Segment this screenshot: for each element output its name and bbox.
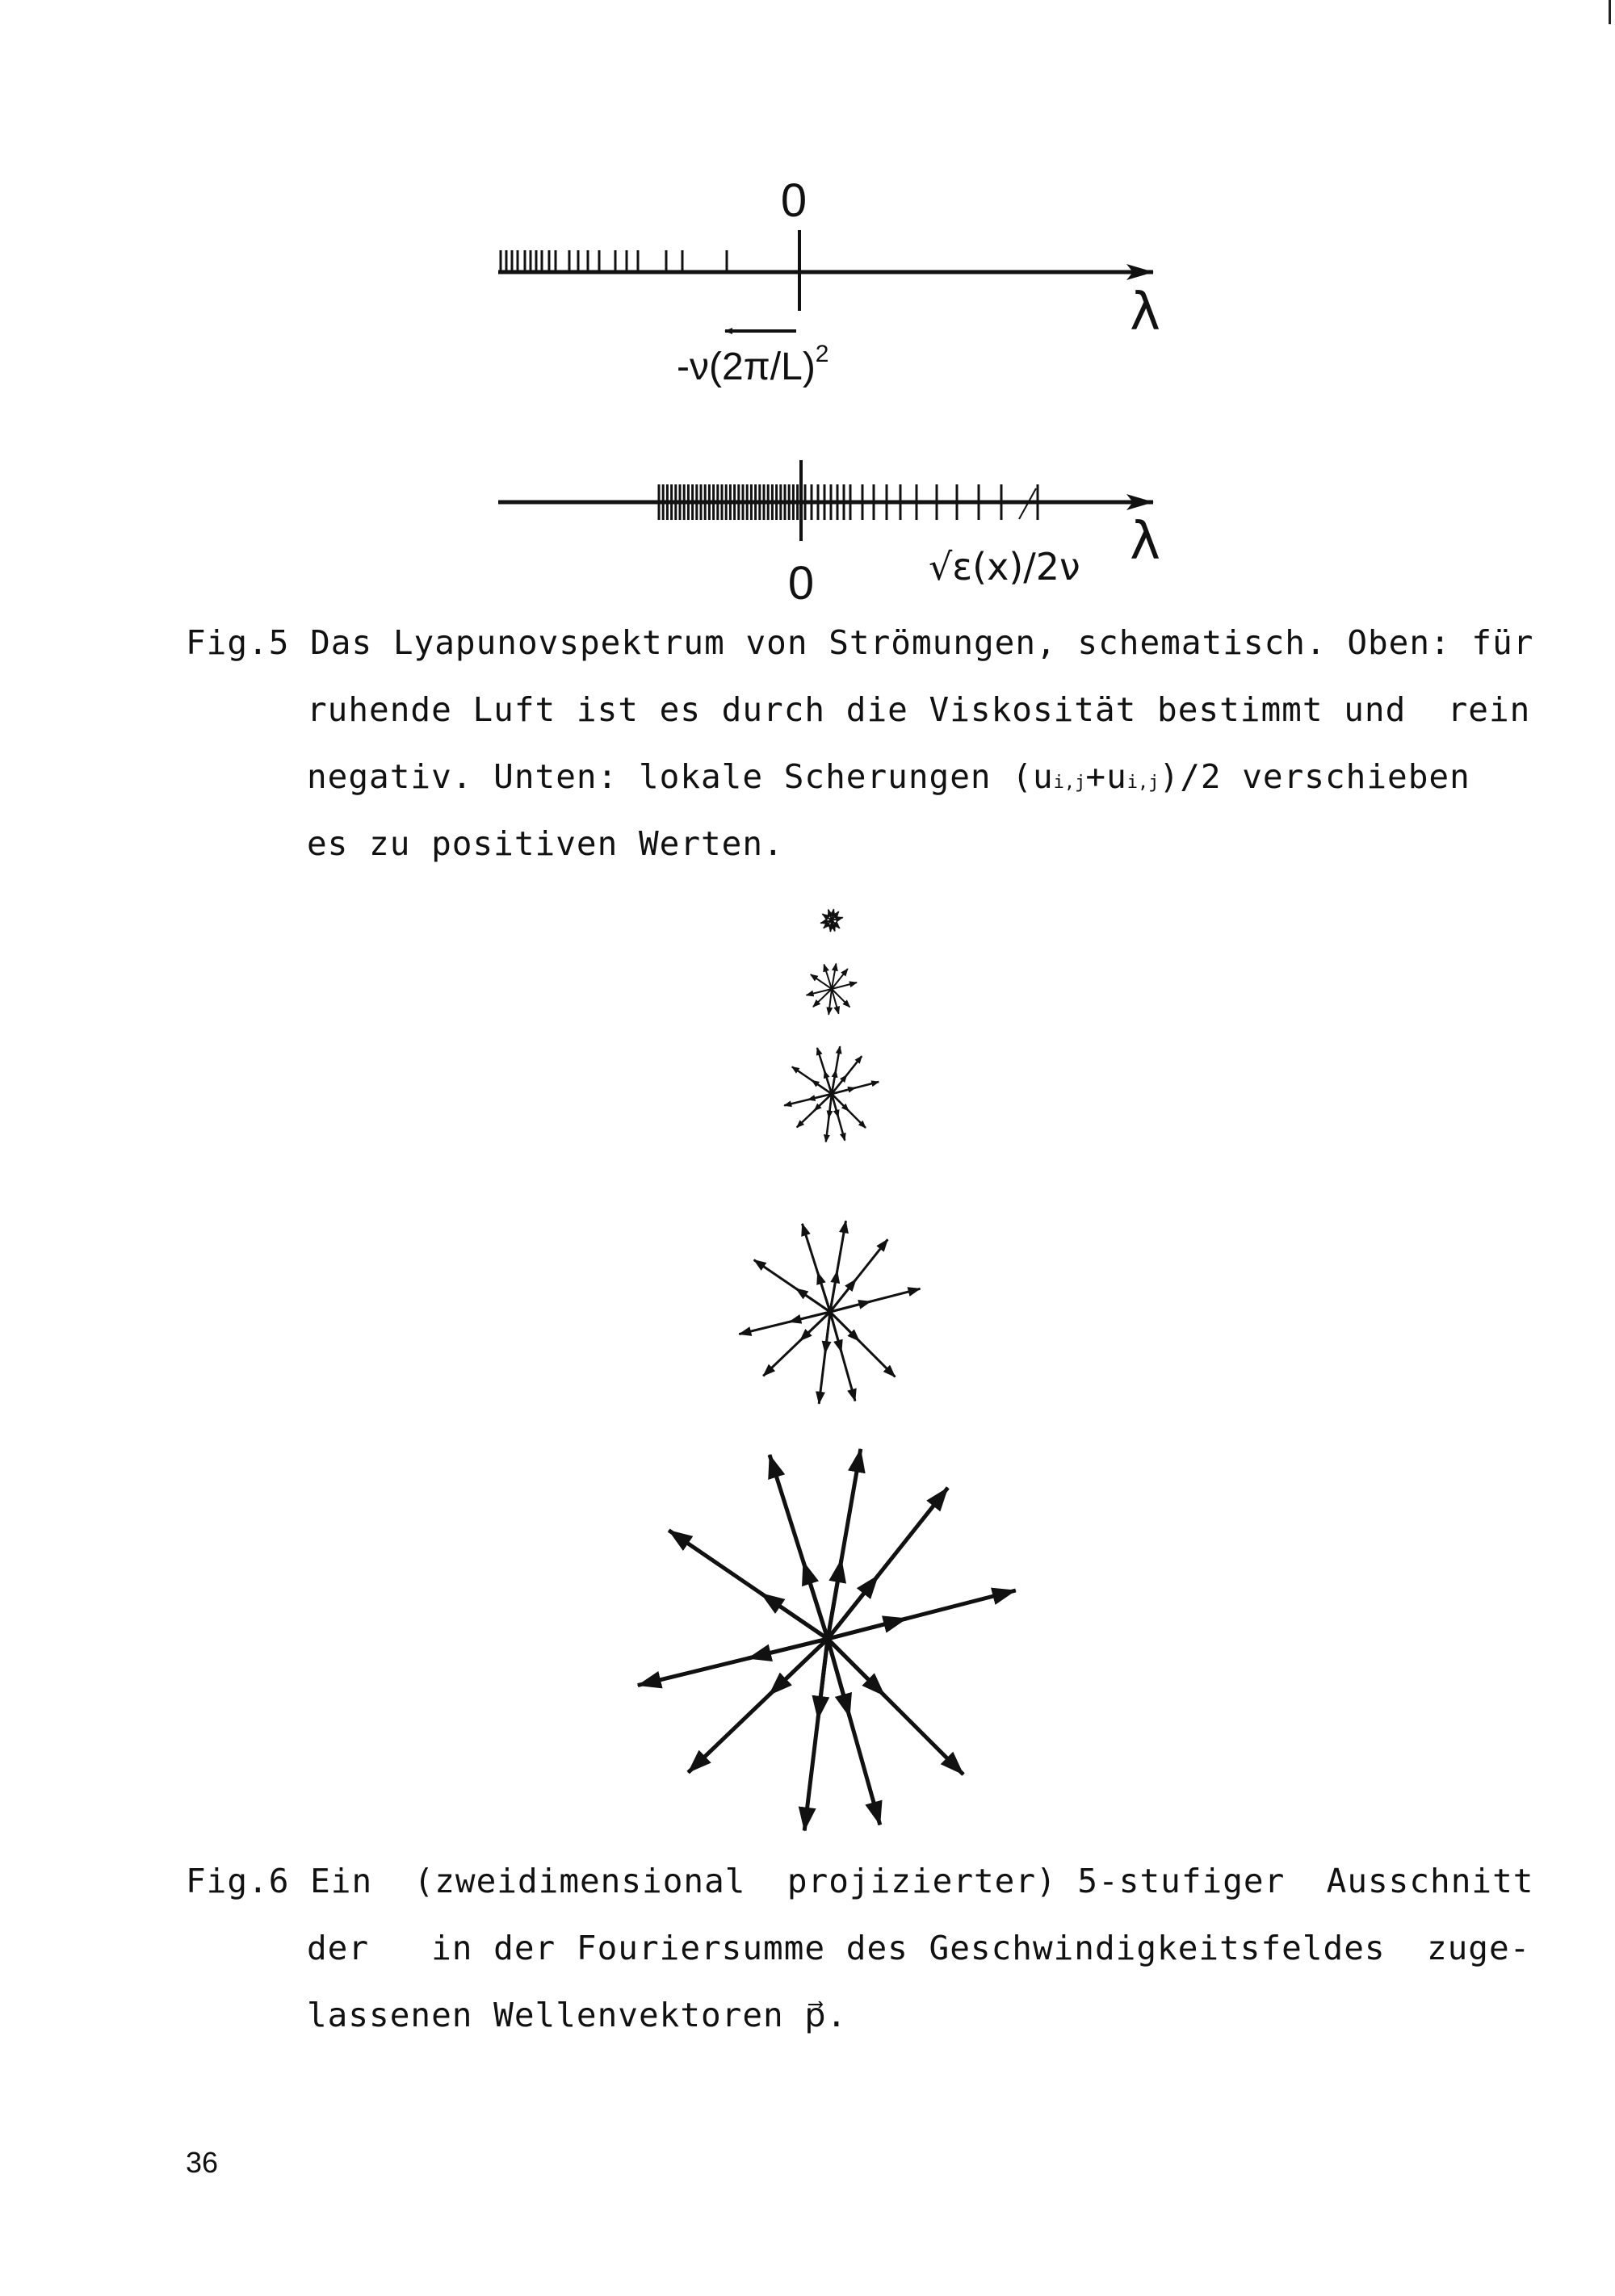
fig6-caption-text1: Ein (zweidimensional projizierter) 5-stufiger Ausschnitt: [310, 1862, 1534, 1900]
wavevector-star-stage-5: [638, 1449, 1016, 1831]
axis-bottom-zero-label: 0: [787, 557, 815, 610]
fig5-caption-line2: ruhende Luft ist es durch die Viskosität bestimmt und rein: [307, 690, 1531, 729]
fig5-label: Fig.5: [186, 623, 290, 662]
lyapunov-axis-bottom: [498, 460, 1160, 610]
fig6-label: Fig.6: [186, 1862, 290, 1900]
fig6-caption-line3: lassenen Wellenvektoren p⃗.: [307, 1996, 848, 2034]
fig6-caption-line1: [186, 1862, 1533, 1900]
wavevector-star-stage-2: [807, 964, 857, 1015]
axis-top-ticks: [501, 250, 727, 272]
fig5-caption-text1: Das Lyapunovspektrum von Strömungen, schematisch. Oben: für: [310, 623, 1534, 662]
fig5-subscript-2: i,j: [1126, 773, 1160, 793]
wavevector-arrow-inner: [825, 1312, 830, 1353]
fig6-caption-line2: der in der Fouriersumme des Geschwindigkeitsfeldes zuge-: [307, 1929, 1531, 1967]
axis-top-zero-label: 0: [780, 174, 808, 227]
viscosity-shift-label: $-\nu(2\pi/L)^2$: [677, 341, 829, 388]
fig5-caption-text3b: +u: [1085, 757, 1127, 796]
lambda-label-top: λ: [1130, 283, 1160, 342]
lambda-label-bottom: λ: [1130, 512, 1160, 572]
wavevector-star-stage-3: [784, 1046, 879, 1142]
page-number: 36: [186, 2146, 219, 2179]
fig5-caption-text3c: )/2 verschieben: [1159, 757, 1470, 796]
shear-bound-label: √ε(x)/2ν: [929, 545, 1080, 589]
fig5-caption-text3a: negativ. Unten: lokale Scherungen (u: [307, 757, 1054, 796]
wavevector-stars: [638, 909, 1016, 1830]
wavevector-arrow: [828, 989, 832, 1015]
fig5-caption-line3: [307, 757, 1470, 796]
wavevector-arrow-inner: [803, 1561, 828, 1639]
wavevector-arrow-inner: [818, 1639, 828, 1720]
wavevector-star-stage-4: [739, 1221, 920, 1404]
wavevector-arrow-inner: [761, 1594, 828, 1639]
wavevector-star-stage-1: [820, 909, 842, 932]
lyapunov-axis-top: [498, 174, 1160, 388]
fig5-caption-line1: [186, 623, 1533, 662]
fig5-subscript-1: i,j: [1053, 773, 1086, 793]
fig5-caption-line4: es zu positiven Werten.: [307, 824, 784, 863]
